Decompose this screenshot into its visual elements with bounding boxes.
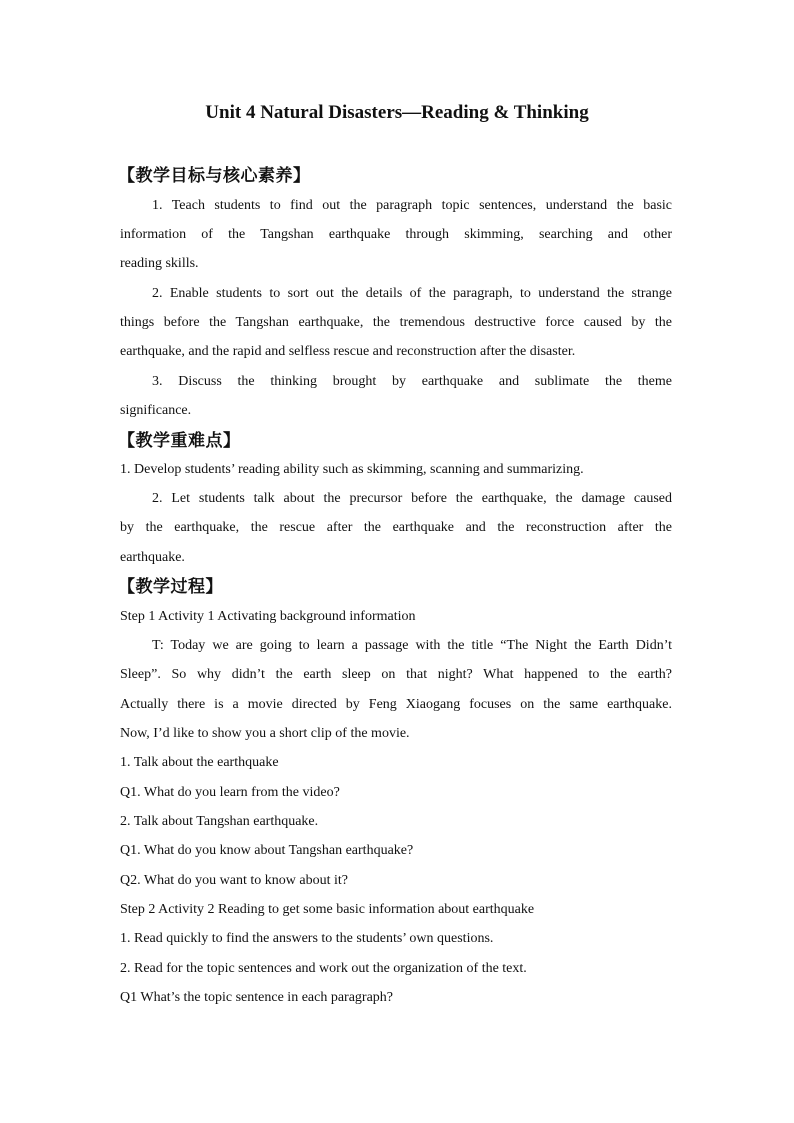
paragraph-line: Q1. What do you learn from the video?: [120, 785, 340, 800]
paragraph-line: Sleep”. So why didn’t the earth sleep on that night? What happened to the earth?: [120, 667, 672, 682]
section-heading-objectives: 【教学目标与核心素养】: [118, 166, 311, 186]
paragraph-line: 2. Enable students to sort out the details of the paragraph, to understand the strange: [152, 286, 672, 301]
paragraph-line: earthquake, and the rapid and selfless rescue and reconstruction after the disaster.: [120, 344, 576, 359]
section-heading-process: 【教学过程】: [118, 577, 223, 597]
paragraph-line: things before the Tangshan earthquake, the tremendous destructive force caused by the: [120, 315, 672, 330]
paragraph-line: information of the Tangshan earthquake through skimming, searching and other: [120, 227, 672, 242]
paragraph-line: Q1. What do you know about Tangshan earthquake?: [120, 843, 414, 858]
section-heading-key-points: 【教学重难点】: [118, 431, 241, 451]
paragraph-line: 2. Talk about Tangshan earthquake.: [120, 814, 319, 829]
paragraph-line: Q1 What’s the topic sentence in each paragraph?: [120, 990, 394, 1005]
paragraph-line: reading skills.: [120, 256, 199, 271]
paragraph-line: Now, I’d like to show you a short clip of the movie.: [120, 726, 410, 741]
paragraph-line: 3. Discuss the thinking brought by earthquake and sublimate the theme: [152, 374, 672, 389]
paragraph-line: 1. Talk about the earthquake: [120, 755, 279, 770]
paragraph-line: T: Today we are going to learn a passage with the title “The Night the Earth Didn’t: [152, 638, 672, 653]
paragraph-line: Q2. What do you want to know about it?: [120, 873, 348, 888]
paragraph-line: significance.: [120, 403, 192, 418]
paragraph-line: by the earthquake, the rescue after the earthquake and the reconstruction after the: [120, 520, 672, 535]
paragraph-line: Step 1 Activity 1 Activating background information: [120, 609, 416, 624]
paragraph-line: Actually there is a movie directed by Feng Xiaogang focuses on the same earthquake.: [120, 697, 672, 712]
paragraph-line: Step 2 Activity 2 Reading to get some basic information about earthquake: [120, 902, 535, 917]
paragraph-line: 1. Develop students’ reading ability such as skimming, scanning and summarizing.: [120, 462, 584, 477]
paragraph-line: 2. Read for the topic sentences and work out the organization of the text.: [120, 961, 527, 976]
paragraph-line: 1. Read quickly to find the answers to the students’ own questions.: [120, 931, 494, 946]
paragraph-line: earthquake.: [120, 550, 185, 565]
document-title: Unit 4 Natural Disasters—Reading & Thinking: [205, 102, 589, 123]
paragraph-line: 1. Teach students to find out the paragraph topic sentences, understand the basic: [152, 198, 672, 213]
paragraph-line: 2. Let students talk about the precursor before the earthquake, the damage caused: [152, 491, 672, 506]
